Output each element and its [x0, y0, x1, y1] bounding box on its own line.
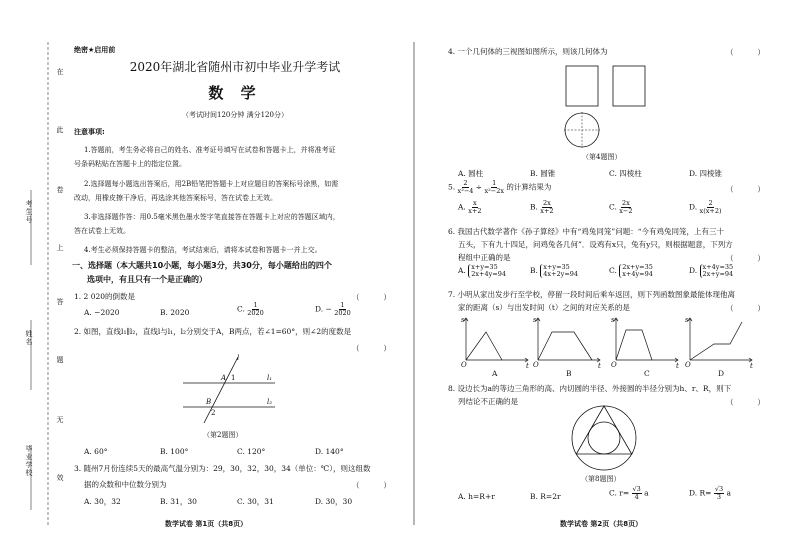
question-5-stem: 5. $\frac{2}{\text{x²−4}}$ ÷ $\frac{1}{\text{x²−2x}}$ 的计算结果为	[448, 179, 552, 195]
field-label-school: 毕业学校	[25, 445, 33, 477]
question-6-stem: 6. 我国古代数学著作《孙子算经》中有“鸡兔同笼”问题：“今有鸡兔同笼，上有三十	[448, 227, 725, 236]
question-1-stem: 1. 2 020的倒数是	[74, 292, 136, 301]
graph-label-a: A	[492, 369, 498, 378]
answer-paren: （ ）	[352, 481, 391, 490]
q8-option-d: D. R= $\frac{√3}{3}$ a	[689, 485, 731, 501]
section-heading-cont: 选项中，有且只有一个是正确的）	[87, 275, 207, 284]
question-3-stem: 3. 随州7月份连续5天的最高气温分别为：29，30，32，30，34（单位：℃），则这组数	[74, 464, 371, 473]
answer-paren: （ ）	[352, 293, 391, 302]
q3-option-b: B. 31，30	[160, 497, 197, 506]
seal-char: 在	[56, 68, 64, 76]
question-4-stem: 4. 一个几何体的三视图如图所示，则该几何体为	[448, 47, 608, 56]
q5-option-b: B. $\frac{2x}{x+2}$	[530, 199, 554, 215]
seal-char: 上	[56, 244, 64, 252]
notice-line: 1.答题前，考生务必将自己的姓名、准考证号填写在试卷和答题卡上，并将准考证	[84, 146, 336, 154]
fig-label-a: A	[221, 374, 227, 382]
fig-label-l2: l₂	[267, 398, 273, 406]
q4-option-c: C. 四棱柱	[609, 169, 642, 178]
fig-label-l1: l₁	[267, 374, 273, 382]
q2-option-d: D. 140°	[315, 447, 344, 456]
fig-label-l: l	[237, 354, 240, 362]
time-note: （考试时间120分钟 满分120分）	[182, 111, 288, 119]
q3-option-a: A. 30，32	[84, 497, 121, 506]
q4-option-b: B. 圆锥	[530, 169, 556, 178]
seal-char: 此	[56, 126, 64, 134]
question-7-stem: 7. 小明从家出发步行至学校，停留一段时间后乘车返回，则下列函数图象最能体现他离	[448, 290, 736, 299]
section-heading: 一、选择题（本大题共10小题，每小题3分，共30分，每小题给出的四个	[72, 261, 332, 270]
question-2-stem: 2. 如图，直线l₁∥l₂，直线l与l₁，l₂分别交于A，B两点，若∠1=60°，则∠2的度数是	[74, 327, 352, 336]
origin-label: O	[611, 361, 617, 369]
figure-caption: （第8题图）	[581, 475, 621, 483]
origin-label: O	[533, 361, 539, 369]
notice-line: 3.非选择题作答：用0.5毫米黑色墨水签字笔直接答在答题卡上对应的答题区域内，	[84, 213, 340, 221]
axis-label-s: s	[685, 316, 689, 324]
q2-option-c: C. 120°	[237, 447, 266, 456]
graph-label-d: D	[718, 369, 725, 378]
q5-option-a: A. $\frac{x}{x+2}$	[458, 199, 482, 215]
q6-option-a: A. x+y=35 2x+4y=94	[458, 263, 506, 278]
axis-label-s: s	[611, 316, 615, 324]
q5-option-c: C. $\frac{2x}{x-2}$	[609, 199, 633, 215]
answer-paren: （ ）	[352, 344, 391, 353]
axis-label-t: t	[526, 362, 529, 370]
graph-label-b: B	[566, 369, 572, 378]
q8-option-b: B. R=2r	[530, 492, 561, 501]
origin-label: O	[685, 361, 691, 369]
question-3-stem-cont: 据的众数和中位数分别为	[84, 480, 167, 489]
seal-char: 题	[56, 356, 64, 364]
axis-label-t: t	[676, 362, 679, 370]
axis-label-t: t	[598, 362, 601, 370]
axis-label-s: s	[461, 316, 465, 324]
seal-char: 无	[56, 416, 64, 424]
notice-line: 号条码粘贴在答题卡上的指定位置。	[74, 160, 186, 168]
fig-label-b: B	[206, 398, 212, 406]
q1-option-c: C. $\frac{1}{2020}$	[237, 301, 264, 317]
notice-heading: 注意事项:	[74, 128, 105, 136]
fig-label-angle-2: 2	[211, 409, 216, 417]
answer-paren: （ ）	[726, 48, 765, 57]
q1-option-d: D. − $\frac{1}{2020}$	[315, 301, 351, 317]
exam-title: 2020年湖北省随州市初中毕业升学考试	[129, 60, 341, 74]
question-8-stem: 8. 设边长为a的等边三角形的高、内切圆的半径、外接圆的半径分别为h、r、R，则下	[448, 384, 732, 393]
notice-line: 2.选择题每小题选出答案后，用2B铅笔把答题卡上对应题目的答案标号涂黑，如需	[84, 180, 339, 188]
figure-caption: （第4题图）	[582, 153, 622, 161]
seal-char: 卷	[56, 186, 64, 194]
q1-option-a: A. −2020	[84, 308, 120, 317]
seal-char: 答	[56, 298, 64, 306]
q4-option-d: D. 四棱锥	[689, 169, 723, 178]
figure-caption: （第2题图）	[203, 431, 243, 439]
page-footer: 数学试卷 第1页（共8页）	[165, 520, 248, 528]
notice-line: 答在试卷上无效。	[74, 227, 130, 235]
q3-option-d: D. 30，30	[315, 497, 353, 506]
q6-option-c: C. 2x+y=35 x+4y=94	[609, 263, 653, 278]
q2-option-a: A. 60°	[84, 447, 108, 456]
field-label-exam-number: 考生号	[25, 200, 33, 224]
q6-option-b: B. x+y=35 4x+2y=94	[530, 263, 579, 278]
q8-option-c: C. r= $\frac{√3}{4}$ a	[609, 485, 649, 501]
secret-label: 绝密★启用前	[74, 46, 116, 54]
q4-option-a: A. 圆柱	[458, 169, 484, 178]
field-label-name: 姓名	[25, 330, 33, 346]
q5-option-d: D. $\frac{2}{x(x+2)}$	[689, 199, 722, 215]
graph-label-c: C	[644, 369, 650, 378]
question-7-stem-cont: 家的距离（s）与出发时间（t）之间的对应关系的是	[458, 303, 630, 312]
q3-option-c: C. 30，31	[237, 497, 274, 506]
page-footer: 数学试卷 第2页（共8页）	[560, 520, 643, 528]
answer-paren: （ ）	[726, 398, 765, 407]
question-6-stem-cont: 程组中正确的是	[458, 253, 511, 262]
q6-option-d: D. x+4y=35 2x+y=94	[689, 263, 734, 278]
q1-option-b: B. 2020	[160, 308, 190, 317]
q8-option-a: A. h=R+r	[458, 492, 495, 501]
notice-line: 4.考生必须保持答题卡的整洁，考试结束后，请将本试卷和答题卡一并上交。	[84, 246, 322, 254]
fig-label-angle-1: 1	[231, 374, 236, 382]
subject-title: 数 学	[208, 84, 262, 102]
seal-char: 效	[56, 474, 64, 482]
answer-paren: （ ）	[726, 254, 765, 263]
axis-label-t: t	[750, 362, 753, 370]
answer-paren: （ ）	[726, 185, 765, 194]
answer-paren: （ ）	[726, 304, 765, 313]
origin-label: O	[461, 361, 467, 369]
q2-option-b: B. 100°	[160, 447, 189, 456]
question-6-stem-cont: 五头，下有九十四足，问鸡兔各几何”．设鸡有x只，兔有y只，则根据题意，下列方	[458, 240, 733, 249]
notice-line: 改动，用橡皮擦干净后，再选涂其他答案标号，答在试卷上无效。	[74, 194, 277, 202]
question-8-stem-cont: 列结论不正确的是	[458, 397, 518, 406]
axis-label-s: s	[533, 316, 537, 324]
